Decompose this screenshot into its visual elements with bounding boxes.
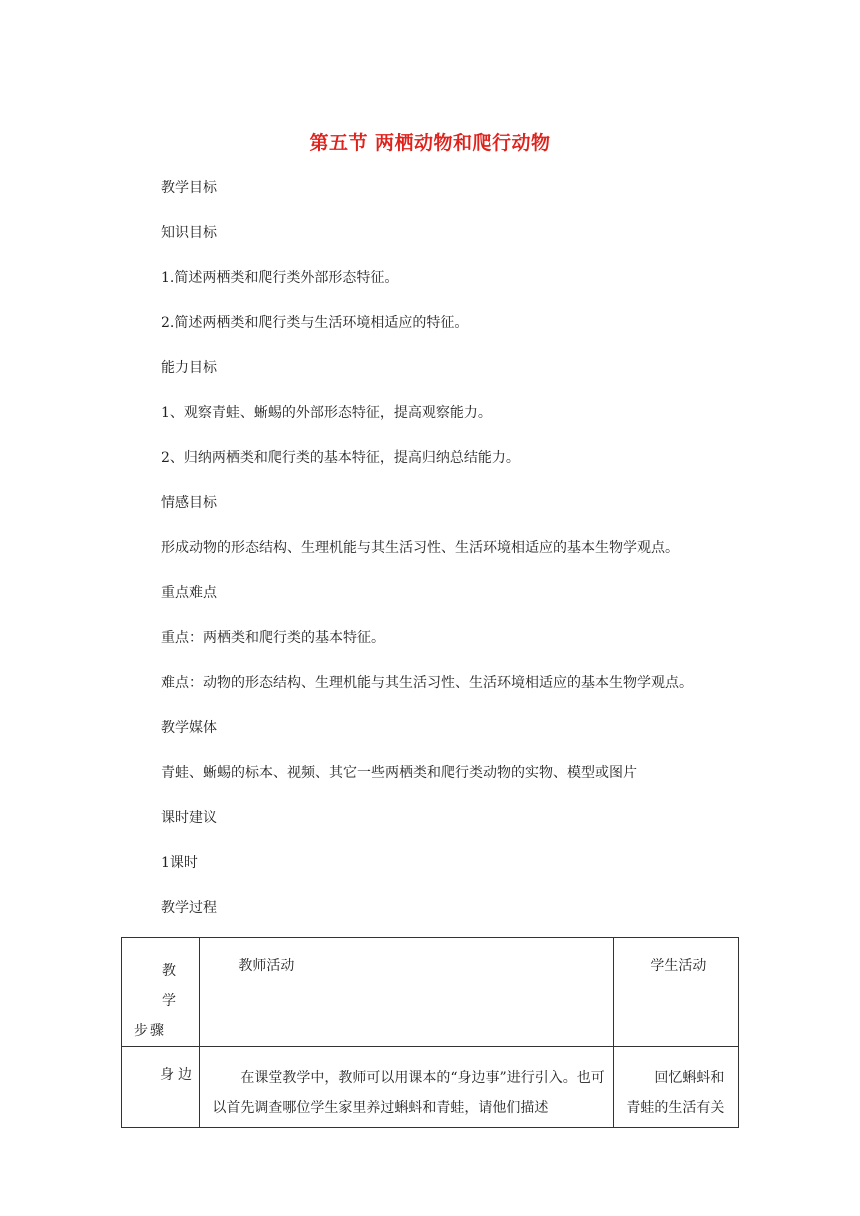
- heading-knowledge-goals: 知识目标: [161, 225, 217, 241]
- row-student-cell: [614, 1047, 739, 1128]
- teaching-media: 青蛙、蜥蜴的标本、视频、其它一些两栖类和爬行类动物的实物、模型或图片: [161, 765, 637, 781]
- heading-emotion-goals: 情感目标: [161, 495, 217, 511]
- header-step-line1: 教学: [162, 963, 182, 1009]
- heading-ability-goals: 能力目标: [161, 360, 217, 376]
- row-student-activity: 回忆蝌蚪和青蛙的生活有关: [626, 1070, 725, 1116]
- difficult-point: 难点：动物的形态结构、生理机能与其生活习性、生活环境相适应的基本生物学观点。: [161, 675, 693, 691]
- header-teacher-activity: 教师活动: [238, 958, 295, 974]
- teaching-process-table: [121, 937, 739, 1128]
- row-step-cell: [122, 1047, 200, 1128]
- header-cell-teacher: [200, 938, 614, 1047]
- class-hours: 1课时: [161, 855, 198, 871]
- row-teacher-cell: [200, 1047, 614, 1128]
- heading-class-hours: 课时建议: [161, 810, 217, 826]
- key-point: 重点：两栖类和爬行类的基本特征。: [161, 630, 385, 646]
- header-cell-student: [614, 938, 739, 1047]
- header-cell-step: [122, 938, 200, 1047]
- emotion-goal: 形成动物的形态结构、生理机能与其生活习性、生活环境相适应的基本生物学观点。: [161, 540, 679, 556]
- ability-goal-1: 1、观察青蛙、蜥蜴的外部形态特征，提高观察能力。: [161, 405, 492, 421]
- knowledge-goal-2: 2.简述两栖类和爬行类与生活环境相适应的特征。: [161, 315, 469, 331]
- heading-teaching-media: 教学媒体: [161, 720, 217, 736]
- row-teacher-activity: 在课堂教学中，教师可以用课本的“身边事”进行引入。也可以首先调查哪位学生家里养过蝌蚪和青蛙，请他们描述: [212, 1070, 605, 1116]
- knowledge-goal-1: 1.简述两栖类和爬行类外部形态特征。: [161, 270, 399, 286]
- ability-goal-2: 2、归纳两栖类和爬行类的基本特征，提高归纳总结能力。: [161, 450, 520, 466]
- table-row: [122, 1047, 739, 1128]
- table-header-row: [122, 938, 739, 1047]
- heading-teaching-goals: 教学目标: [161, 180, 217, 196]
- row-step: 身边: [160, 1067, 196, 1083]
- heading-teaching-process: 教学过程: [161, 900, 217, 916]
- header-student-activity: 学生活动: [650, 958, 707, 974]
- header-step-line2: 步骤: [134, 1023, 166, 1039]
- page-title: 第五节 两栖动物和爬行动物: [309, 132, 551, 154]
- heading-key-points: 重点难点: [161, 585, 217, 601]
